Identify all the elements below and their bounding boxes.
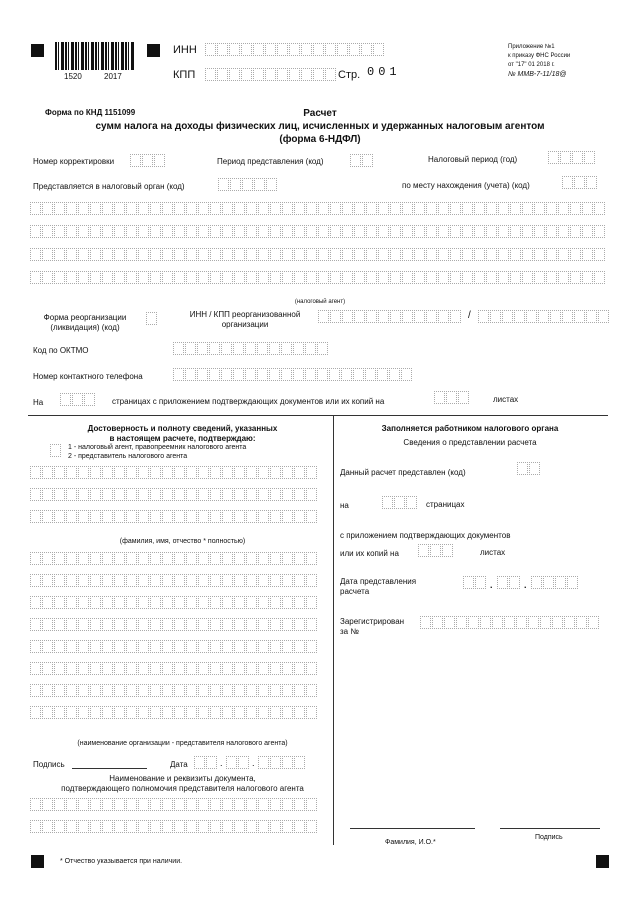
cell-row[interactable] (30, 552, 318, 565)
right-pages-field[interactable] (382, 496, 418, 509)
corner-marker (31, 855, 44, 868)
cell-row[interactable] (30, 574, 318, 587)
corner-marker (147, 44, 160, 57)
doc-heading-1: Наименование и реквизиты документа, (109, 774, 256, 783)
sheets-label: листах (493, 395, 519, 404)
oktmo-field[interactable] (173, 342, 329, 355)
submit-year-field[interactable] (531, 576, 579, 589)
corner-marker (31, 44, 44, 57)
cell-row[interactable] (30, 202, 606, 215)
submitted-label: Данный расчет представлен (код) (340, 468, 466, 477)
date-label: Дата (170, 760, 188, 769)
barcode (55, 42, 135, 70)
barcode-number-2: 2017 (104, 72, 122, 81)
oktmo-label: Код по ОКТМО (33, 346, 89, 355)
reorg-inn-field[interactable] (318, 310, 462, 323)
correction-label: Номер корректировки (33, 157, 115, 166)
attach-line-1: с приложением подтверждающих документов (340, 531, 511, 540)
location-label: по месту нахождения (учета) (код) (402, 181, 530, 190)
form-knd: Форма по КНД 1151099 (45, 108, 136, 117)
slash-separator: / (468, 310, 471, 321)
sign-label: Подпись (33, 760, 65, 769)
on-label: На (33, 398, 44, 407)
cell-row[interactable] (30, 684, 318, 697)
submit-month-field[interactable] (497, 576, 521, 589)
location-field[interactable] (562, 176, 598, 189)
cell-row[interactable] (30, 248, 606, 261)
signer-option-2: 2 - представитель налогового агента (68, 453, 188, 460)
registered-line-2: за № (340, 627, 359, 636)
section-divider (28, 415, 608, 416)
appendix-title: Приложение №1 (508, 44, 555, 50)
right-sheets-field[interactable] (418, 544, 454, 557)
tax-officer-heading: Заполняется работником налогового органа (381, 424, 559, 433)
cell-row[interactable] (30, 706, 318, 719)
officer-name-line[interactable] (350, 828, 475, 829)
cell-row[interactable] (30, 510, 318, 523)
sign-line[interactable] (72, 768, 147, 769)
submitted-code-field[interactable] (517, 462, 541, 475)
cell-row[interactable] (30, 466, 318, 479)
agent-caption: (налоговый агент) (294, 299, 346, 305)
submit-date-line-1: Дата представления (340, 577, 417, 586)
kpp-field[interactable] (205, 68, 337, 81)
officer-sign-line[interactable] (500, 828, 600, 829)
reorg-form-label-2: (ликвидация) (код) (50, 323, 120, 332)
cell-row[interactable] (30, 820, 318, 833)
tax-period-field[interactable] (548, 151, 596, 164)
form-code: (форма 6-НДФЛ) (279, 134, 361, 145)
page-label: Стр. (338, 69, 361, 81)
inn-label: ИНН (173, 44, 197, 56)
corner-marker (596, 855, 609, 868)
cell-row[interactable] (30, 662, 318, 675)
phone-field[interactable] (173, 368, 413, 381)
date-year-field[interactable] (258, 756, 306, 769)
attach-line-2: или их копий на (340, 549, 399, 558)
period-field[interactable] (350, 154, 374, 167)
officer-name-caption: Фамилия, И.О.* (385, 839, 436, 846)
signer-option-1: 1 - налоговый агент, правопреемник налогового агента (68, 444, 247, 451)
on-pages-label: на (340, 501, 349, 510)
inn-field[interactable] (205, 43, 385, 56)
sheets-word: листах (480, 548, 506, 557)
appendix-date: от "17" 01 2018 г. (508, 62, 555, 68)
form-title: Расчет (303, 108, 337, 119)
appendix-number: № ММВ-7-11/18@ (508, 71, 567, 78)
reorg-kpp-field[interactable] (478, 310, 610, 323)
submit-date-line-2: расчета (340, 587, 370, 596)
cell-row[interactable] (30, 618, 318, 631)
cell-row[interactable] (30, 271, 606, 284)
tax-organ-label: Представляется в налоговый орган (код) (33, 182, 185, 191)
appendix-order: к приказу ФНС России (508, 53, 571, 59)
cell-row[interactable] (30, 488, 318, 501)
pages-count-field[interactable] (60, 393, 96, 406)
reorg-inn-label-1: ИНН / КПП реорганизованной (189, 310, 301, 319)
doc-heading-2: подтверждающего полномочия представителя налогового агента (61, 784, 304, 793)
period-label: Период представления (код) (217, 157, 324, 166)
date-day-field[interactable] (194, 756, 218, 769)
date-month-field[interactable] (226, 756, 250, 769)
footnote: * Отчество указывается при наличии. (60, 858, 183, 865)
reorg-form-field[interactable] (146, 312, 158, 325)
correction-field[interactable] (130, 154, 166, 167)
registration-number-field[interactable] (420, 616, 600, 629)
reorg-inn-label-2: организации (221, 320, 269, 329)
cell-row[interactable] (30, 596, 318, 609)
cell-row[interactable] (30, 798, 318, 811)
submit-day-field[interactable] (463, 576, 487, 589)
registered-line-1: Зарегистрирован (340, 617, 405, 626)
officer-sign-caption: Подпись (535, 834, 563, 841)
phone-label: Номер контактного телефона (33, 372, 143, 381)
pages-word: страницах (426, 500, 465, 509)
confirm-heading-1: Достоверность и полноту сведений, указанных (87, 424, 278, 433)
fio-caption: (фамилия, имя, отчество * полностью) (119, 538, 246, 545)
pages-text: страницах с приложением подтверждающих документов или их копий на (112, 397, 385, 406)
cell-row[interactable] (30, 225, 606, 238)
tax-organ-field[interactable] (218, 178, 278, 191)
org-caption: (наименование организации - представителя налогового агента) (77, 740, 288, 747)
column-divider (333, 415, 334, 845)
tax-period-label: Налоговый период (год) (428, 155, 518, 164)
confirm-heading-2: в настоящем расчете, подтверждаю: (109, 434, 256, 443)
page-number: 001 (367, 65, 401, 79)
signer-type-field[interactable] (50, 444, 62, 457)
barcode-number-1: 1520 (64, 72, 82, 81)
kpp-label: КПП (173, 69, 196, 81)
submission-heading: Сведения о представлении расчета (403, 438, 537, 447)
reorg-form-label-1: Форма реорганизации (43, 313, 127, 322)
sheets-count-field[interactable] (434, 391, 470, 404)
form-subtitle: сумм налога на доходы физических лиц, исчисленных и удержанных налоговым агентом (95, 121, 545, 132)
cell-row[interactable] (30, 640, 318, 653)
